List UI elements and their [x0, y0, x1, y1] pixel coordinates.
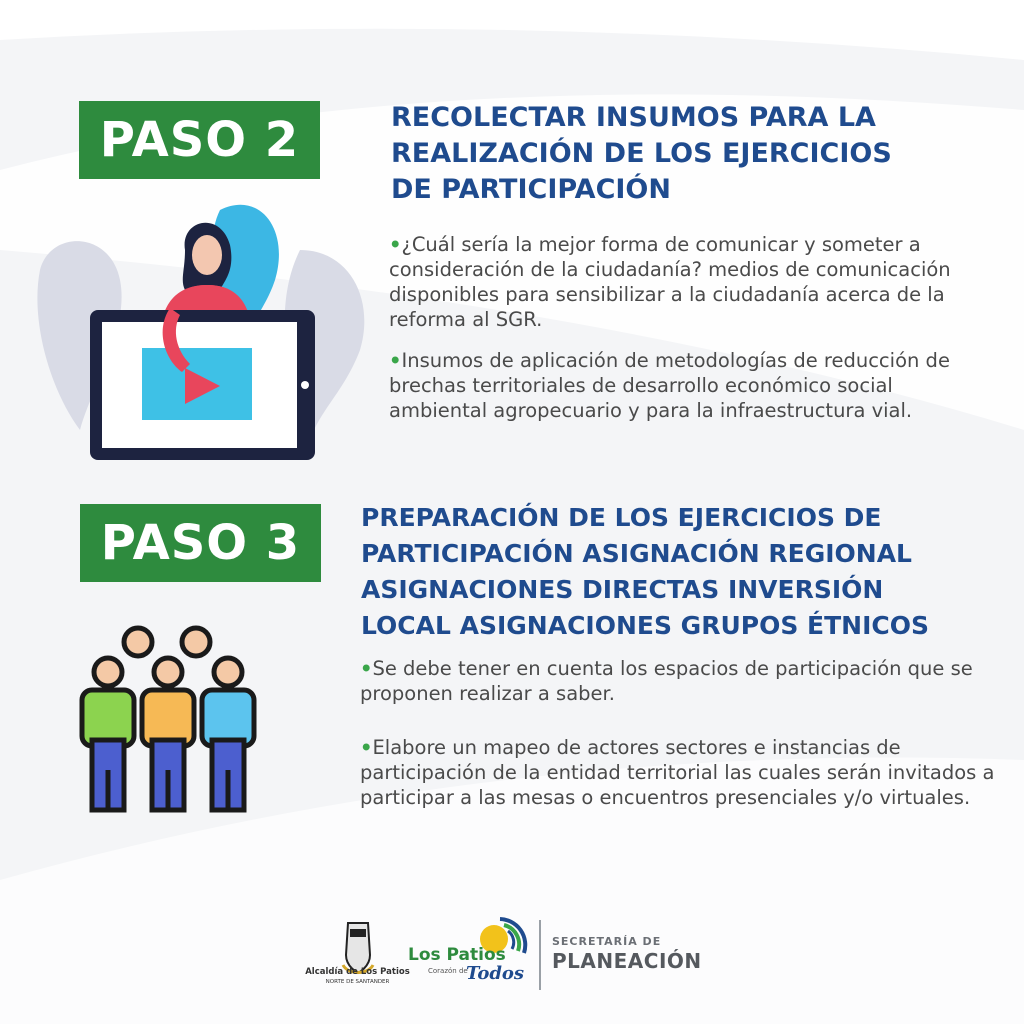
- step-3-title: [361, 500, 1001, 644]
- los-patios-logo: [408, 913, 533, 998]
- step-2-title-line: REALIZACIÓN DE LOS EJERCICIOS: [391, 138, 892, 169]
- step-2-title-line: DE PARTICIPACIÓN: [391, 174, 671, 205]
- alcaldia-title: Alcaldía de Los Patios: [305, 967, 410, 977]
- woman-tablet-video-icon: [20, 190, 380, 470]
- step-2-title: [391, 100, 1001, 208]
- step-3-bullet-text: Se debe tener en cuenta los espacios de participación que se proponen realizar a saber.: [360, 657, 973, 705]
- step-3-bullet: [360, 656, 980, 706]
- step-2-title-line: RECOLECTAR INSUMOS PARA LA: [391, 102, 876, 133]
- group-of-people-icon: [70, 620, 270, 815]
- step-3-title-line: PARTICIPACIÓN ASIGNACIÓN REGIONAL: [361, 539, 912, 568]
- step-3-bullet-text: Elabore un mapeo de actores sectores e instancias de participación de la entidad territorial las cuales serán invitados a participar a las mesas o encuentros presenciales y/o virtuales.: [360, 736, 995, 809]
- footer-divider: [539, 920, 541, 990]
- bullet-dot-icon: •: [389, 349, 402, 372]
- alcaldia-name: [300, 967, 415, 987]
- bullet-dot-icon: •: [389, 233, 402, 256]
- alcaldia-subtitle: NORTE DE SANTANDER: [325, 979, 390, 985]
- step-2-bullet-text: ¿Cuál sería la mejor forma de comunicar y someter a consideración de la ciudadanía? medios de comunicación disponibles para sensibilizar a la ciudadanía acerca de la reforma al SGR.: [389, 233, 951, 331]
- patios-slogan-script: Todos: [466, 963, 525, 984]
- step-2-bullet: [389, 232, 989, 332]
- step-3-bullet: [360, 735, 1000, 810]
- step-3-title-line: ASIGNACIONES DIRECTAS INVERSIÓN: [361, 575, 884, 604]
- step-2-bullet: [389, 348, 989, 423]
- step-2-bullet-text: Insumos de aplicación de metodologías de reducción de brechas territoriales de desarrollo económico social ambiental agropecuario y para la infraestructura vial.: [389, 349, 950, 422]
- patios-slogan: Corazón de: [428, 967, 468, 975]
- secretaria-label: SECRETARÍA DE: [552, 935, 662, 948]
- step-2-badge: PASO 2: [79, 101, 320, 179]
- bullet-dot-icon: •: [360, 736, 373, 759]
- step-3-title-line: LOCAL ASIGNACIONES GRUPOS ÉTNICOS: [361, 611, 929, 640]
- step-3-badge: PASO 3: [80, 504, 321, 582]
- bullet-dot-icon: •: [360, 657, 373, 680]
- step-3-title-line: PREPARACIÓN DE LOS EJERCICIOS DE: [361, 503, 882, 532]
- patios-name: Los Patios: [408, 945, 506, 965]
- footer-logos: [300, 905, 740, 1005]
- planeacion-label: PLANEACIÓN: [552, 949, 702, 973]
